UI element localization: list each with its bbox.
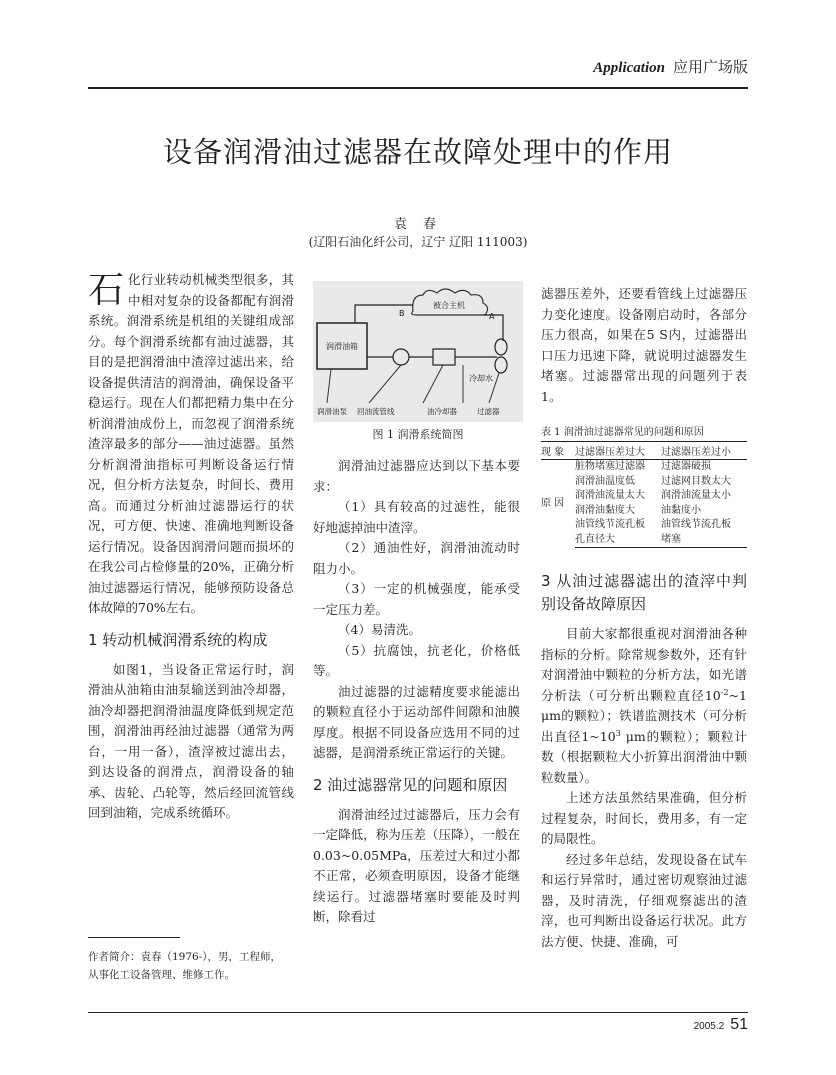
table-header: 过滤器压差过小 [661, 442, 747, 460]
table-row [541, 460, 747, 475]
requirement-item: （2）通油性好，润滑油流动时阻力小。 [313, 540, 520, 576]
label-a: A [489, 312, 495, 321]
column-3-bottom [541, 560, 747, 952]
table-cell: 润滑油流量太大 [575, 490, 645, 501]
table-1 [541, 426, 747, 548]
section-3-heading: 3 从油过滤器滤出的渣滓中判别设备故障原因 [541, 572, 747, 613]
article-title: 设备润滑油过滤器在故障处理中的作用 [162, 135, 673, 169]
author-footnote: 作者简介：袁春（1976-），男，工程师，从事化工设备管理、维修工作。 [88, 951, 282, 981]
section-1-heading: 1 转动机械润滑系统的构成 [88, 630, 268, 649]
label-oil-cooler: 油冷却器 [427, 407, 457, 416]
figure-caption: 图 1 润滑系统简图 [372, 428, 464, 441]
footer-rule [88, 1012, 748, 1013]
section-3-paragraph-2: 上述方法虽然结果准确，但分析过程复杂，时间长，费用多，有一定的局限性。 [541, 790, 747, 846]
label-b: B [399, 309, 405, 318]
header-rule [88, 87, 748, 89]
label-tank: 润滑油箱 [326, 342, 358, 351]
label-machine: 被合主机 [433, 301, 465, 310]
affiliation: (辽阳石油化纤公司，辽宁 辽阳 111003) [308, 235, 528, 249]
page-number: 51 [730, 1016, 748, 1033]
label-pump: 润滑油泵 [317, 407, 347, 416]
problems-table [541, 441, 747, 548]
table-cell: 油管线节流孔板 [575, 519, 645, 530]
footnote-rule [88, 937, 180, 938]
page-footer [600, 1014, 748, 1034]
section-3-paragraph-3: 经过多年总结，发现设备在试车和运行异常时，通过密切观察油过滤器，及时清洗，仔细观察滤出的渣滓，也可判断出设备运行状况。此方法方便、快捷、准确，可 [541, 851, 747, 949]
table-cell: 油黏度小 [661, 504, 701, 516]
label-cooler: 冷却水 [469, 374, 493, 383]
section-2-heading: 2 油过滤器常见的问题和原因 [313, 775, 508, 794]
lubrication-diagram [313, 281, 523, 422]
section-1-paragraph: 如图1，当设备正常运行时，润滑油从油箱由油泵输送到油冷却器，油冷却器把润滑油温度降低到规定范围，润滑油再经油过滤器（通常为两台，一用一备），渣滓被过滤出去，到达设备的润滑点，润滑设备的轴承、齿轮、凸轮等，然后经回流管线回到油箱，完成系统循环。 [88, 661, 294, 820]
table-cell: 过滤网目数太大 [661, 475, 731, 487]
table-cell: 脏物堵塞过滤器 [575, 461, 645, 472]
table-cell: 润滑油温度低 [575, 475, 635, 487]
filter-precision-paragraph: 油过滤器的过滤精度要求能滤出的颗粒直径小于运动部件间隙和油膜厚度。根据不同设备应选用不同的过滤器，是润滑系统正常运行的关键。 [313, 683, 520, 760]
table-cell: 润滑油黏度大 [575, 504, 635, 516]
author: 袁 春 [393, 217, 443, 232]
figure-1 [313, 281, 523, 422]
requirement-item: （1）具有较高的过滤性，能很好地滤掉油中渣滓。 [313, 499, 520, 535]
column-3-top [541, 284, 747, 407]
intro-text: 化行业转动机械类型很多，其中相对复杂的设备都配有润滑系统。润滑系统是机组的关键组成部分。每个润滑系统都有油过滤器，其目的是把润滑油中渣滓过滤出来，给设备提供清洁的润滑油，确保设备平稳运行。现在人们都把精力集中在分析润滑油成份上，而忽视了润滑系统渣滓最多的部分——油过滤器。虽然分析润滑油指标可判断设备运行情况，但分析方法复杂，时间长、费用高。而通过分析油过滤器运行的状况，可方便、快速、准确地判断设备运行情况。设备因润滑问题而损坏的在我公司占检修量的20%，正确分析油过滤器运行情况，能够预防设备总体故障的70%左右。 [88, 272, 294, 615]
continued-paragraph: 滤器压差外，还要看管线上过滤器压力变化速度。设备刚启动时，各部分压力很高，如果在5 S内，过滤器出口压力迅速下降，就说明过滤器发生堵塞。过滤器常出现的问题列于表1。 [541, 286, 747, 404]
table-caption: 表 1 润滑油过滤器常见的问题和原因 [541, 427, 704, 438]
table-header: 过滤器压差过大 [575, 442, 661, 460]
figure-background [313, 281, 523, 422]
label-filter: 过滤器 [477, 407, 500, 416]
intro-paragraph [88, 270, 294, 619]
table-cell: 堵塞 [661, 533, 747, 548]
label-return: 回油流管线 [357, 407, 395, 416]
column-1 [88, 270, 294, 824]
header-section-en: Application [593, 60, 665, 76]
table-cell: 油管线节流孔板 [661, 519, 731, 530]
section-2-paragraph: 润滑油经过过滤器后，压力会有一定降低，称为压差（压降），一般在0.03~0.05MPa，压差过大和过小都不正常，必须查明原因，设备才能继续运行。过滤器堵塞时要能及时判断，除看过 [313, 806, 520, 924]
header-section-cn: 应用广场版 [672, 58, 748, 76]
table-header-row [541, 442, 747, 460]
column-2 [313, 456, 520, 928]
table-header: 现 象 [541, 442, 575, 460]
requirements-intro: 润滑油过滤器应达到以下基本要求： [313, 458, 520, 494]
section-3-paragraph-1: 目前大家都很重视对润滑油各种指标的分析。除常规参数外，还有针对润滑油中颗粒的分析方法，如光谱分析法（可分析出颗粒直径$10^{-2}\sim 1$ μm的颗粒）；铁谱监测技术（可分析出直径$1\sim 10^3$ μm的颗粒）；颗粒计数（根据颗粒大小折算出润滑油中颗粒数量）。 [541, 626, 748, 785]
drop-cap: 石 [88, 270, 125, 311]
table-cell: 孔直径大 [575, 533, 661, 548]
requirement-item: （4）易清洗。 [338, 622, 421, 637]
issue-date: 2005.2 [693, 1021, 725, 1032]
requirement-item: （5）抗腐蚀，抗老化，价格低等。 [313, 642, 520, 678]
table-cell: 过滤器破损 [661, 461, 711, 472]
table-row-label: 原 因 [541, 497, 565, 509]
requirement-item: （3）一定的机械强度，能承受一定压力差。 [313, 581, 520, 617]
running-header [88, 56, 748, 86]
table-cell: 润滑油流量太小 [661, 490, 731, 501]
